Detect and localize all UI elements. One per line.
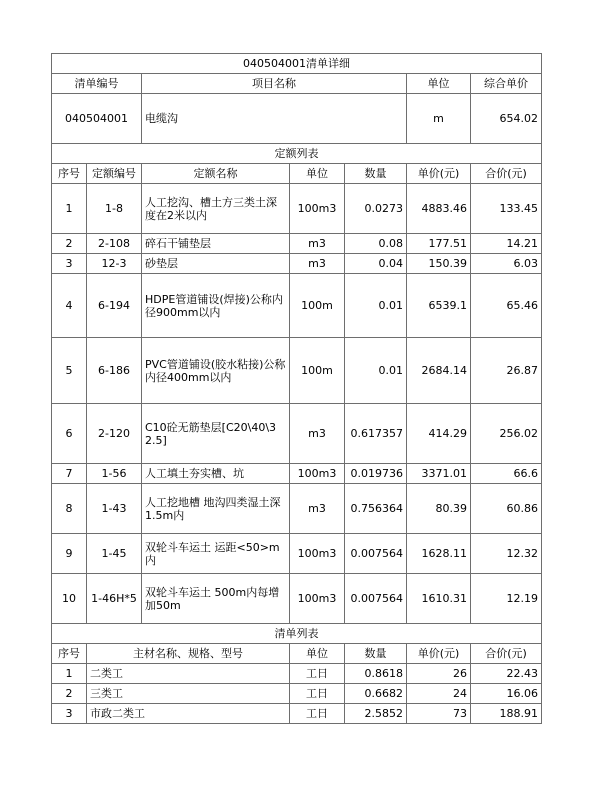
price-header: 综合单价 [471, 74, 542, 94]
list-unit-price: 24 [407, 684, 471, 704]
row-seq: 1 [52, 184, 87, 234]
list-seq: 1 [52, 664, 87, 684]
quota-name-header: 定额名称 [142, 164, 290, 184]
list-unit-header: 单位 [290, 644, 345, 664]
row-seq: 2 [52, 234, 87, 254]
row-code: 6-186 [87, 338, 142, 404]
table-row [52, 404, 542, 464]
row-unit: m3 [290, 404, 345, 464]
list-unit: 工日 [290, 704, 345, 724]
row-code: 1-56 [87, 464, 142, 484]
list-total: 22.43 [471, 664, 542, 684]
row-unit: 100m3 [290, 534, 345, 574]
row-unit: 100m3 [290, 464, 345, 484]
row-qty: 0.007564 [345, 574, 407, 624]
row-unit-price: 1610.31 [407, 574, 471, 624]
list-total: 16.06 [471, 684, 542, 704]
list-item [52, 664, 542, 684]
code-header: 清单编号 [52, 74, 142, 94]
row-name: 双轮斗车运土 运距<50>m内 [142, 534, 290, 574]
row-total: 26.87 [471, 338, 542, 404]
row-seq: 6 [52, 404, 87, 464]
row-qty: 0.04 [345, 254, 407, 274]
row-code: 6-194 [87, 274, 142, 338]
quota-code-header: 定额编号 [87, 164, 142, 184]
table-row [52, 464, 542, 484]
row-total: 256.02 [471, 404, 542, 464]
row-name: 双轮斗车运土 500m内每增加50m [142, 574, 290, 624]
row-unit: 100m [290, 338, 345, 404]
item-code: 040504001 [52, 94, 142, 144]
table-row [52, 534, 542, 574]
row-code: 1-46H*5 [87, 574, 142, 624]
row-unit-price: 2684.14 [407, 338, 471, 404]
list-qty: 2.5852 [345, 704, 407, 724]
row-unit-price: 3371.01 [407, 464, 471, 484]
list-unit-price: 73 [407, 704, 471, 724]
row-seq: 9 [52, 534, 87, 574]
row-total: 65.46 [471, 274, 542, 338]
list-seq: 2 [52, 684, 87, 704]
row-total: 12.19 [471, 574, 542, 624]
row-qty: 0.007564 [345, 534, 407, 574]
list-name-header: 主材名称、规格、型号 [87, 644, 290, 664]
row-name: 人工挖沟、槽土方三类土深度在2米以内 [142, 184, 290, 234]
quota-seq-header: 序号 [52, 164, 87, 184]
row-code: 1-43 [87, 484, 142, 534]
list-seq: 3 [52, 704, 87, 724]
row-name: PVC管道铺设(胶水粘接)公称内径400mm以内 [142, 338, 290, 404]
table-row [52, 234, 542, 254]
row-total: 60.86 [471, 484, 542, 534]
row-unit: 100m3 [290, 574, 345, 624]
table-row [52, 274, 542, 338]
list-seq-header: 序号 [52, 644, 87, 664]
row-code: 12-3 [87, 254, 142, 274]
table-row [52, 254, 542, 274]
list-qty-header: 数量 [345, 644, 407, 664]
row-qty: 0.01 [345, 274, 407, 338]
row-code: 1-45 [87, 534, 142, 574]
list-section-title: 清单列表 [52, 624, 542, 644]
list-unit-price: 26 [407, 664, 471, 684]
row-qty: 0.01 [345, 338, 407, 404]
row-unit-price: 150.39 [407, 254, 471, 274]
table-row [52, 574, 542, 624]
row-unit: 100m [290, 274, 345, 338]
row-total: 133.45 [471, 184, 542, 234]
name-header: 项目名称 [142, 74, 407, 94]
list-total: 188.91 [471, 704, 542, 724]
row-unit-price: 414.29 [407, 404, 471, 464]
row-qty: 0.756364 [345, 484, 407, 534]
row-unit: m3 [290, 484, 345, 534]
row-unit: 100m3 [290, 184, 345, 234]
list-unit-price-header: 单价(元) [407, 644, 471, 664]
row-seq: 3 [52, 254, 87, 274]
row-name: HDPE管道铺设(焊接)公称内径900mm以内 [142, 274, 290, 338]
list-unit: 工日 [290, 664, 345, 684]
item-unit: m [407, 94, 471, 144]
row-name: 碎石干铺垫层 [142, 234, 290, 254]
row-seq: 5 [52, 338, 87, 404]
row-qty: 0.019736 [345, 464, 407, 484]
row-code: 1-8 [87, 184, 142, 234]
list-item [52, 684, 542, 704]
row-total: 12.32 [471, 534, 542, 574]
list-total-header: 合价(元) [471, 644, 542, 664]
list-name: 二类工 [87, 664, 290, 684]
table-row [52, 338, 542, 404]
list-name: 市政二类工 [87, 704, 290, 724]
row-qty: 0.08 [345, 234, 407, 254]
row-unit: m3 [290, 254, 345, 274]
row-code: 2-108 [87, 234, 142, 254]
row-name: C10砼无筋垫层[C20\40\32.5] [142, 404, 290, 464]
item-price: 654.02 [471, 94, 542, 144]
row-name: 人工填土夯实槽、坑 [142, 464, 290, 484]
row-seq: 4 [52, 274, 87, 338]
list-unit: 工日 [290, 684, 345, 704]
row-seq: 7 [52, 464, 87, 484]
row-name: 人工挖地槽 地沟四类湿土深1.5m内 [142, 484, 290, 534]
quota-section-title: 定额列表 [52, 144, 542, 164]
row-name: 砂垫层 [142, 254, 290, 274]
row-code: 2-120 [87, 404, 142, 464]
item-name: 电缆沟 [142, 94, 407, 144]
unit-header: 单位 [407, 74, 471, 94]
row-seq: 10 [52, 574, 87, 624]
table-row [52, 484, 542, 534]
list-qty: 0.6682 [345, 684, 407, 704]
row-unit: m3 [290, 234, 345, 254]
row-unit-price: 80.39 [407, 484, 471, 534]
quota-total-header: 合价(元) [471, 164, 542, 184]
quota-unit-price-header: 单价(元) [407, 164, 471, 184]
row-unit-price: 4883.46 [407, 184, 471, 234]
row-total: 6.03 [471, 254, 542, 274]
table-row [52, 184, 542, 234]
list-item [52, 704, 542, 724]
row-unit-price: 6539.1 [407, 274, 471, 338]
row-total: 14.21 [471, 234, 542, 254]
row-unit-price: 177.51 [407, 234, 471, 254]
list-qty: 0.8618 [345, 664, 407, 684]
row-qty: 0.617357 [345, 404, 407, 464]
row-unit-price: 1628.11 [407, 534, 471, 574]
list-name: 三类工 [87, 684, 290, 704]
bill-detail-table [51, 53, 542, 724]
row-seq: 8 [52, 484, 87, 534]
row-qty: 0.0273 [345, 184, 407, 234]
quota-unit-header: 单位 [290, 164, 345, 184]
table-title: 040504001清单详细 [52, 54, 542, 74]
row-total: 66.6 [471, 464, 542, 484]
quota-qty-header: 数量 [345, 164, 407, 184]
